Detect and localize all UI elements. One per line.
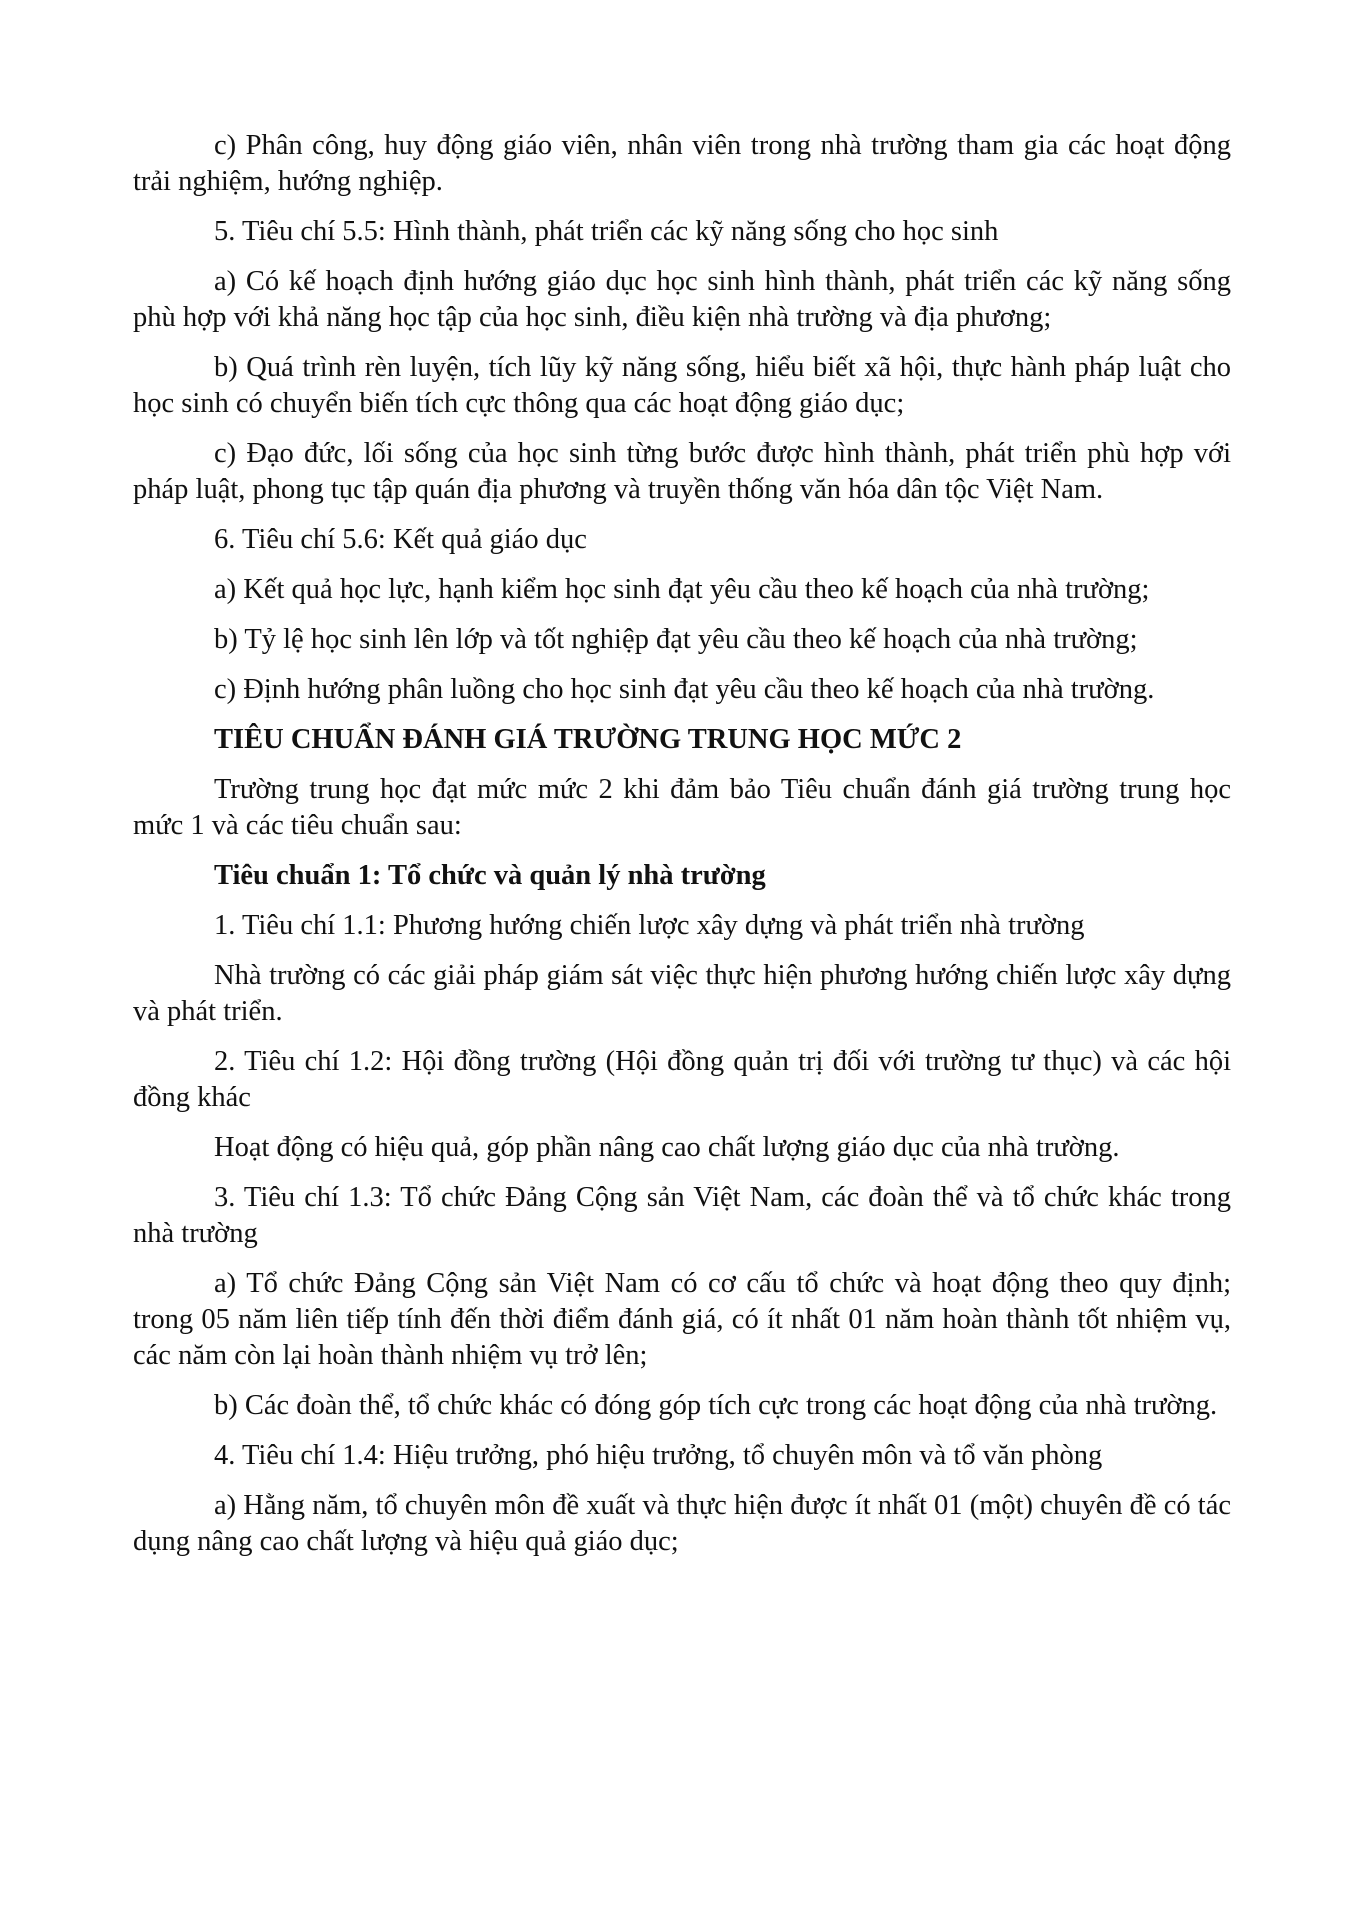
paragraph: b) Quá trình rèn luyện, tích lũy kỹ năng sống, hiểu biết xã hội, thực hành pháp luật cho học sinh có chuyển biến tích cực thông qua các hoạt động giáo dục; <box>133 352 1231 419</box>
paragraph: Trường trung học đạt mức mức 2 khi đảm bảo Tiêu chuẩn đánh giá trường trung học mức 1 và các tiêu chuẩn sau: <box>133 774 1231 841</box>
paragraph: c) Định hướng phân luồng cho học sinh đạt yêu cầu theo kế hoạch của nhà trường. <box>214 674 1155 705</box>
paragraph: c) Đạo đức, lối sống của học sinh từng bước được hình thành, phát triển phù hợp với pháp luật, phong tục tập quán địa phương và truyền thống văn hóa dân tộc Việt Nam. <box>133 438 1231 505</box>
paragraph: a) Tổ chức Đảng Cộng sản Việt Nam có cơ cấu tổ chức và hoạt động theo quy định; trong 05 năm liên tiếp tính đến thời điểm đánh giá, có ít nhất 01 năm hoàn thành tốt nhiệm vụ, các năm còn lại hoàn thành nhiệm vụ trở lên; <box>133 1268 1231 1371</box>
standard-title: Tiêu chuẩn 1: Tổ chức và quản lý nhà trường <box>214 860 766 891</box>
criterion-heading: 1. Tiêu chí 1.1: Phương hướng chiến lược xây dựng và phát triển nhà trường <box>214 910 1085 941</box>
paragraph: c) Phân công, huy động giáo viên, nhân viên trong nhà trường tham gia các hoạt động trải nghiệm, hướng nghiệp. <box>133 130 1231 197</box>
criterion-heading: 3. Tiêu chí 1.3: Tổ chức Đảng Cộng sản Việt Nam, các đoàn thể và tổ chức khác trong nhà trường <box>133 1182 1231 1249</box>
criterion-heading: 6. Tiêu chí 5.6: Kết quả giáo dục <box>214 524 587 555</box>
paragraph: a) Hằng năm, tổ chuyên môn đề xuất và thực hiện được ít nhất 01 (một) chuyên đề có tác dụng nâng cao chất lượng và hiệu quả giáo dục; <box>133 1490 1231 1557</box>
paragraph: b) Tỷ lệ học sinh lên lớp và tốt nghiệp đạt yêu cầu theo kế hoạch của nhà trường; <box>214 624 1138 655</box>
paragraph: Nhà trường có các giải pháp giám sát việc thực hiện phương hướng chiến lược xây dựng và phát triển. <box>133 960 1231 1027</box>
paragraph: a) Có kế hoạch định hướng giáo dục học sinh hình thành, phát triển các kỹ năng sống phù hợp với khả năng học tập của học sinh, điều kiện nhà trường và địa phương; <box>133 266 1231 333</box>
paragraph: a) Kết quả học lực, hạnh kiểm học sinh đạt yêu cầu theo kế hoạch của nhà trường; <box>214 574 1150 605</box>
criterion-heading: 4. Tiêu chí 1.4: Hiệu trưởng, phó hiệu trưởng, tổ chuyên môn và tổ văn phòng <box>214 1440 1103 1471</box>
criterion-heading: 2. Tiêu chí 1.2: Hội đồng trường (Hội đồng quản trị đối với trường tư thục) và các hội đồng khác <box>133 1046 1231 1113</box>
paragraph: Hoạt động có hiệu quả, góp phần nâng cao chất lượng giáo dục của nhà trường. <box>214 1132 1120 1163</box>
document-body <box>133 128 1231 1574</box>
paragraph: b) Các đoàn thể, tổ chức khác có đóng góp tích cực trong các hoạt động của nhà trường. <box>214 1390 1218 1421</box>
section-title: TIÊU CHUẨN ĐÁNH GIÁ TRƯỜNG TRUNG HỌC MỨC 2 <box>214 724 962 755</box>
criterion-heading: 5. Tiêu chí 5.5: Hình thành, phát triển các kỹ năng sống cho học sinh <box>214 216 999 247</box>
